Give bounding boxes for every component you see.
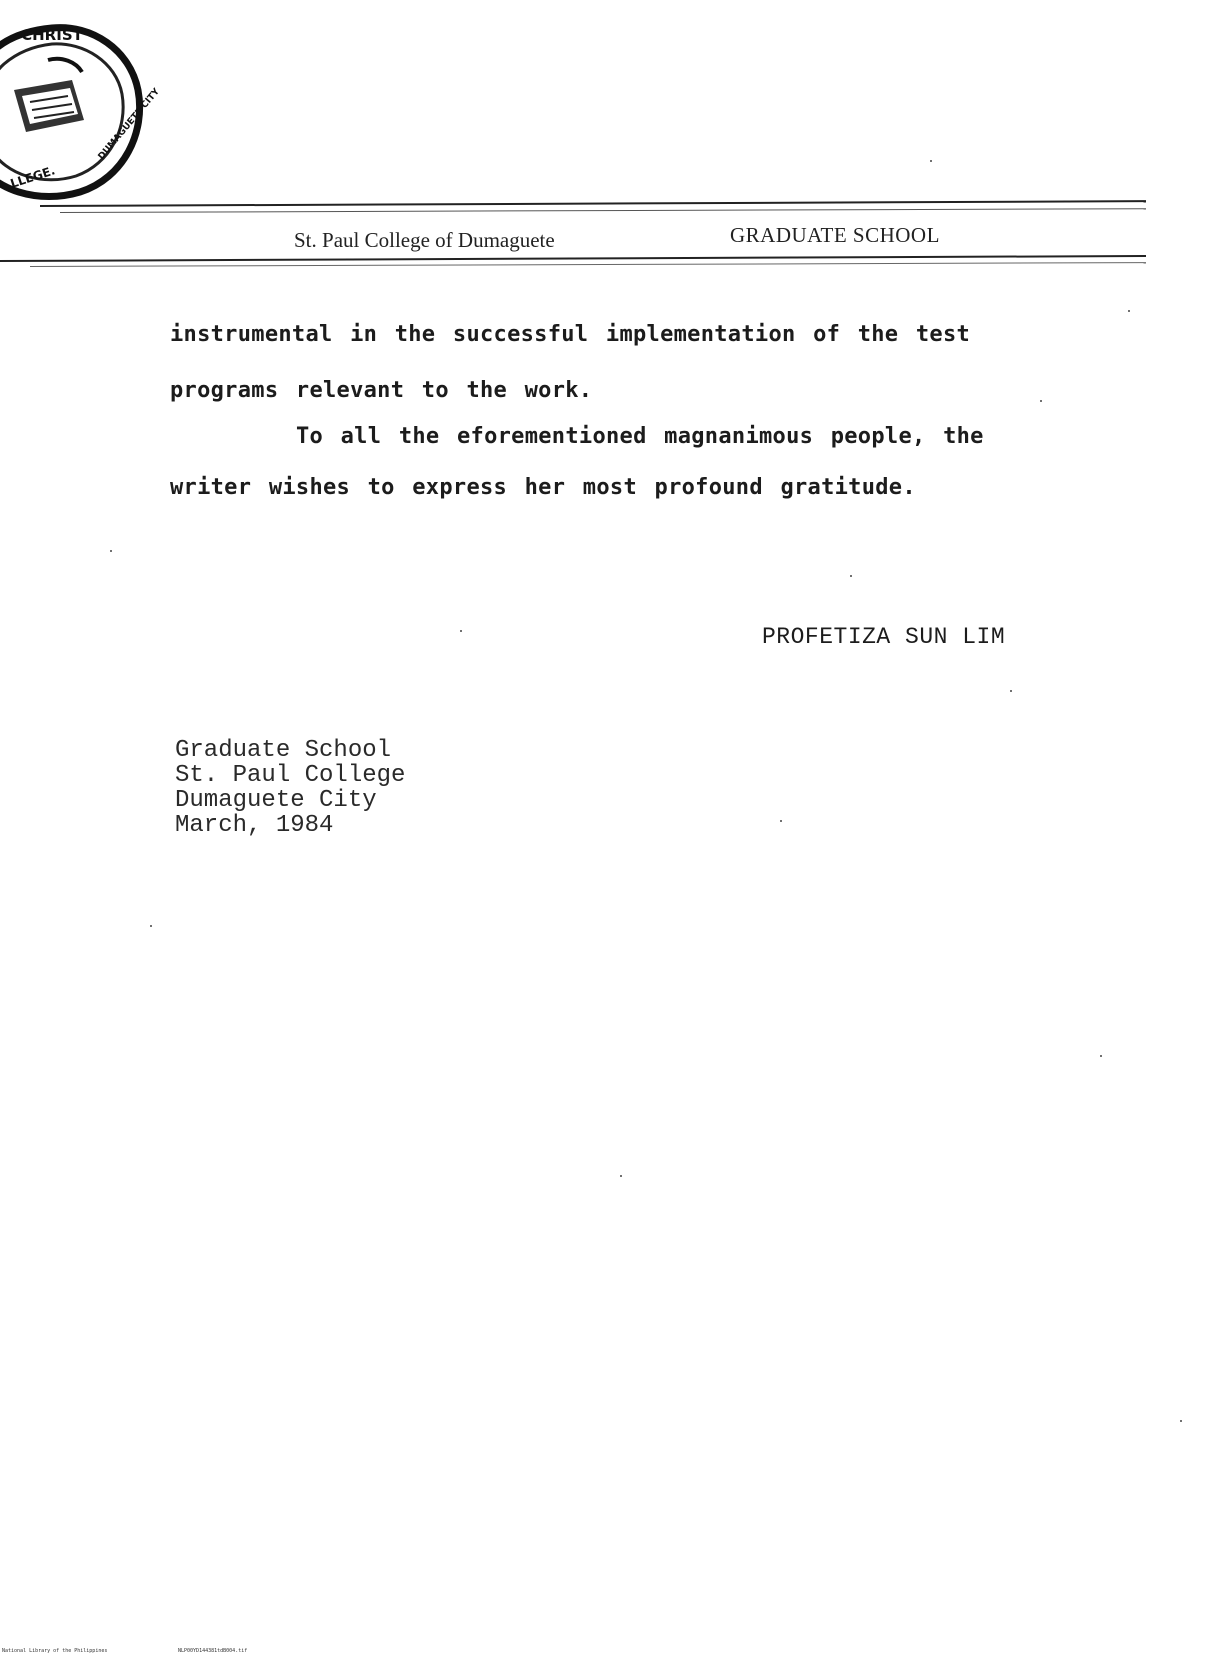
body-line-1: instrumental in the successful implementation of the test (170, 322, 971, 347)
college-seal-icon (0, 10, 162, 210)
svg-text:DUMAGUETE CITY: DUMAGUETE CITY (96, 86, 162, 162)
scan-speck (1128, 310, 1130, 312)
footer-filename: NLP00YD144381tdB004.tif (178, 1648, 248, 1654)
scan-speck (1180, 1420, 1182, 1422)
body-line-2: programs relevant to the work. (170, 378, 593, 403)
letterhead-top-rule-thin (60, 208, 1146, 213)
scan-speck (850, 575, 852, 577)
letterhead-bottom-rule (0, 255, 1146, 262)
letterhead-department: GRADUATE SCHOOL (730, 223, 940, 247)
address-line-1: Graduate School (175, 737, 392, 764)
letterhead-college-name: St. Paul College of Dumaguete (294, 228, 555, 252)
body-line-3: To all the eforementioned magnanimous people, the (296, 424, 984, 449)
body-line-4: writer wishes to express her most profound gratitude. (170, 475, 916, 500)
scan-speck (1100, 1055, 1102, 1057)
scan-speck (1040, 400, 1042, 402)
scan-speck (930, 160, 932, 162)
scan-speck (780, 820, 782, 822)
scan-speck (1010, 690, 1012, 692)
address-line-3: Dumaguete City (175, 787, 377, 814)
scan-speck (110, 550, 112, 552)
letterhead-bottom-rule-thin (30, 262, 1146, 267)
scan-speck (150, 925, 152, 927)
address-line-4: March, 1984 (175, 812, 334, 839)
address-block (175, 738, 405, 838)
footer-source: National Library of the Philippines (2, 1648, 108, 1654)
scan-speck (460, 630, 462, 632)
letterhead-top-rule (40, 200, 1146, 207)
author-signature-name: PROFETIZA SUN LIM (762, 624, 1006, 650)
address-line-2: St. Paul College (175, 762, 406, 789)
svg-text:LLEGE.: LLEGE. (8, 163, 57, 191)
scan-speck (620, 1175, 622, 1177)
svg-text:CHRIST: CHRIST (21, 26, 83, 44)
